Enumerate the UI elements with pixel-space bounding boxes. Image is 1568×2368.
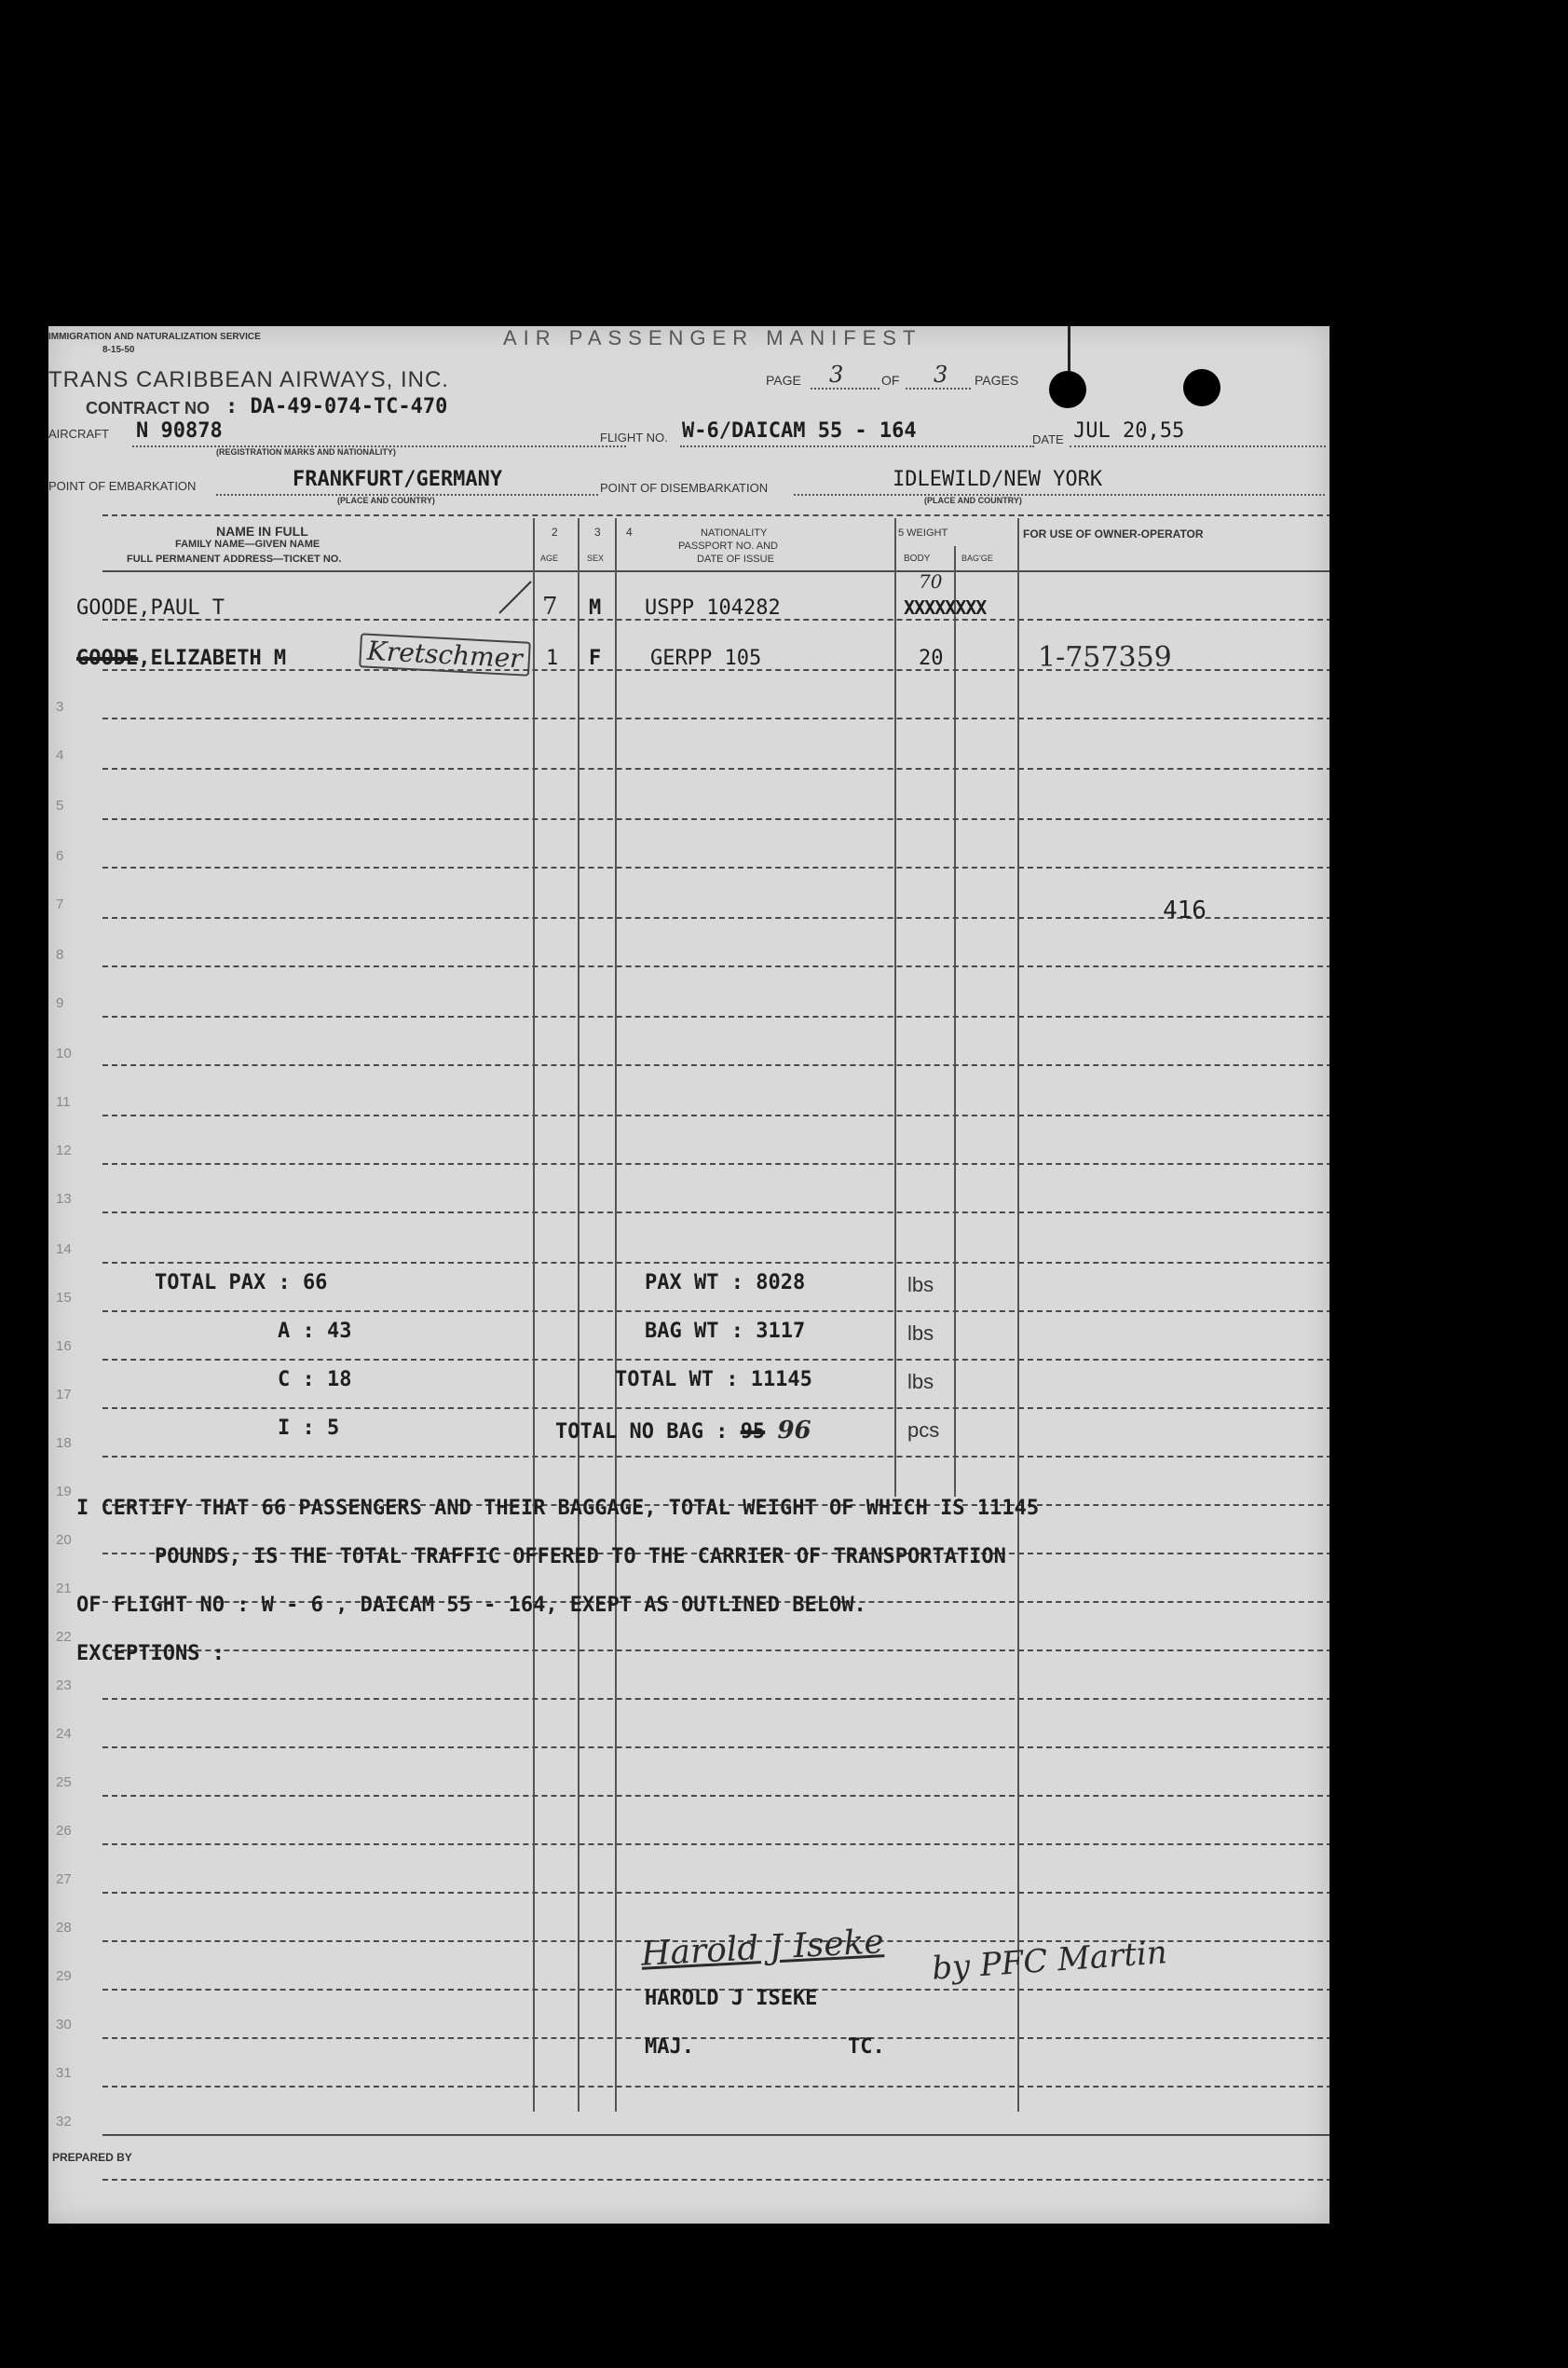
row-number: 32	[56, 2114, 72, 2129]
date-value: JUL 20,55	[1073, 419, 1185, 443]
date-label: DATE	[1032, 432, 1064, 446]
passenger-age: 1	[546, 647, 559, 670]
handwritten-mark	[494, 578, 587, 619]
signatory-rank: MAJ.	[645, 2035, 694, 2059]
ticket-number: 1-757359	[1038, 641, 1172, 674]
col-name-sub1: FAMILY NAME—GIVEN NAME	[175, 539, 320, 550]
passenger-passport: GERPP 105	[650, 647, 762, 670]
passenger-weight: 20	[919, 647, 944, 670]
pages-label: PAGES	[975, 373, 1019, 388]
prepared-by-label: PREPARED BY	[52, 2151, 132, 2164]
row-number: 11	[56, 1094, 71, 1110]
registration-caption: (REGISTRATION MARKS AND NATIONALITY)	[216, 447, 396, 457]
embark-value: FRANKFURT/GERMANY	[293, 468, 503, 491]
aircraft-label: AIRCRAFT	[48, 427, 109, 441]
passenger-sex: M	[589, 596, 602, 620]
embark-label: POINT OF EMBARKATION	[48, 479, 197, 493]
total-bag-corrected: 96	[777, 1417, 811, 1444]
flight-value: W-6/DAICAM 55 - 164	[682, 419, 917, 443]
punch-hole-right	[1183, 369, 1220, 406]
struck-family-name: GOODE	[76, 647, 139, 670]
certification-line-1: I CERTIFY THAT 66 PASSENGERS AND THEIR BAGGAGE, TOTAL WEIGHT OF WHICH IS 11145	[76, 1497, 1040, 1520]
given-name: ,ELIZABETH M	[138, 647, 287, 670]
row-number: 31	[56, 2065, 72, 2081]
exceptions-label: EXCEPTIONS :	[76, 1642, 225, 1665]
row-number: 21	[56, 1581, 72, 1596]
manifest-sheet	[48, 326, 1329, 2224]
margin-note: 416	[1163, 897, 1207, 924]
row-number: 20	[56, 1532, 72, 1548]
passenger-name: GOODE,PAUL T	[76, 596, 225, 620]
certification-line-2: POUNDS, IS THE TOTAL TRAFFIC OFFERED TO THE CARRIER OF TRANSPORTATION	[155, 1545, 1006, 1568]
col-body: BODY	[904, 554, 931, 564]
total-weight: TOTAL WT : 11145	[615, 1368, 812, 1391]
passenger-sex: F	[589, 647, 602, 670]
disembark-label: POINT OF DISEMBARKATION	[600, 481, 769, 495]
unit-lbs: lbs	[907, 1321, 934, 1345]
row-number: 26	[56, 1823, 72, 1839]
col-baggage: BAG'GE	[961, 554, 993, 563]
passenger-name	[76, 647, 286, 670]
bag-weight: BAG WT : 3117	[645, 1320, 806, 1343]
row-number: 13	[56, 1191, 72, 1207]
col-owner: FOR USE OF OWNER-OPERATOR	[1023, 527, 1204, 541]
row-number: 12	[56, 1143, 72, 1158]
form-title: AIR PASSENGER MANIFEST	[503, 326, 922, 349]
row-number: 15	[56, 1290, 72, 1306]
row-number: 3	[56, 699, 64, 715]
signatory-branch: TC.	[848, 2035, 885, 2059]
col-sex: SEX	[587, 554, 605, 563]
page-total: 3	[934, 362, 948, 388]
disembark-caption: (PLACE AND COUNTRY)	[924, 496, 1022, 505]
total-infants: I : 5	[278, 1417, 340, 1440]
passenger-weight-note: 70	[919, 570, 943, 593]
row-number: 24	[56, 1726, 72, 1742]
row-number: 8	[56, 947, 64, 963]
row-number: 18	[56, 1435, 72, 1451]
row-number: 27	[56, 1871, 72, 1887]
row-number: 7	[56, 897, 64, 912]
row-number: 14	[56, 1241, 72, 1257]
passenger-passport: USPP 104282	[645, 596, 781, 620]
page-label: PAGE	[766, 373, 801, 388]
row-number: 17	[56, 1387, 72, 1403]
row-number: 5	[56, 798, 64, 814]
total-bag-struck: 95	[740, 1420, 766, 1444]
of-label: OF	[881, 373, 900, 388]
contract-value: : DA-49-074-TC-470	[225, 395, 448, 418]
total-bag-count	[555, 1417, 811, 1444]
signatory-name: HAROLD J ISEKE	[645, 1987, 818, 2010]
col-nat-title: NATIONALITY	[701, 527, 768, 539]
airline-name: TRANS CARIBBEAN AIRWAYS, INC.	[48, 367, 449, 392]
total-children: C : 18	[278, 1368, 352, 1391]
passenger-age: 7	[542, 593, 558, 621]
row-number: 29	[56, 1968, 72, 1984]
certification-line-3: OF FLIGHT NO : W - 6 , DAICAM 55 - 164, EXEPT AS OUTLINED BELOW.	[76, 1594, 866, 1617]
row-number: 4	[56, 747, 64, 763]
unit-lbs: lbs	[907, 1370, 934, 1393]
row-number: 19	[56, 1484, 72, 1499]
handwritten-name-correction: Kretschmer	[359, 633, 530, 677]
total-bag-label: TOTAL NO BAG :	[555, 1420, 729, 1444]
col-nat-sub2: DATE OF ISSUE	[697, 554, 774, 565]
disembark-value: IDLEWILD/NEW YORK	[893, 468, 1103, 491]
signature-proxy-note: by PFC Martin	[930, 1934, 1168, 1988]
row-number: 25	[56, 1774, 72, 1790]
row-number: 30	[56, 2017, 72, 2033]
col-age: AGE	[540, 554, 559, 563]
total-adults: A : 43	[278, 1320, 352, 1343]
aircraft-value: N 90878	[136, 419, 223, 443]
col-4-num: 4	[626, 526, 633, 539]
col-name-sub2: FULL PERMANENT ADDRESS—TICKET NO.	[127, 554, 342, 565]
row-number: 9	[56, 995, 64, 1011]
pax-weight: PAX WT : 8028	[645, 1271, 806, 1294]
row-number: 6	[56, 848, 64, 864]
total-pax: TOTAL PAX : 66	[155, 1271, 328, 1294]
passenger-weight-struck: XXXXXXXX	[904, 596, 987, 619]
row-number: 22	[56, 1629, 72, 1645]
col-name-title: NAME IN FULL	[216, 524, 308, 539]
punch-hole-left	[1049, 371, 1086, 408]
row-number: 28	[56, 1920, 72, 1936]
col-nat-sub1: PASSPORT NO. AND	[678, 541, 778, 552]
row-number: 10	[56, 1046, 72, 1061]
embark-caption: (PLACE AND COUNTRY)	[337, 496, 435, 505]
form-date: 8-15-50	[102, 345, 135, 355]
contract-label: CONTRACT NO	[86, 399, 210, 417]
flight-label: FLIGHT NO.	[600, 431, 668, 445]
unit-lbs: lbs	[907, 1273, 934, 1296]
col-3-num: 3	[594, 526, 601, 539]
row-number: 23	[56, 1677, 72, 1693]
unit-pcs: pcs	[907, 1418, 940, 1442]
agency-line: IMMIGRATION AND NATURALIZATION SERVICE	[48, 332, 261, 342]
page-number: 3	[829, 362, 844, 388]
handwritten-signature: Harold J Iseke	[640, 1923, 885, 1974]
row-number: 16	[56, 1338, 72, 1354]
col-weight-title: 5 WEIGHT	[898, 527, 948, 539]
col-2-num: 2	[552, 526, 558, 539]
